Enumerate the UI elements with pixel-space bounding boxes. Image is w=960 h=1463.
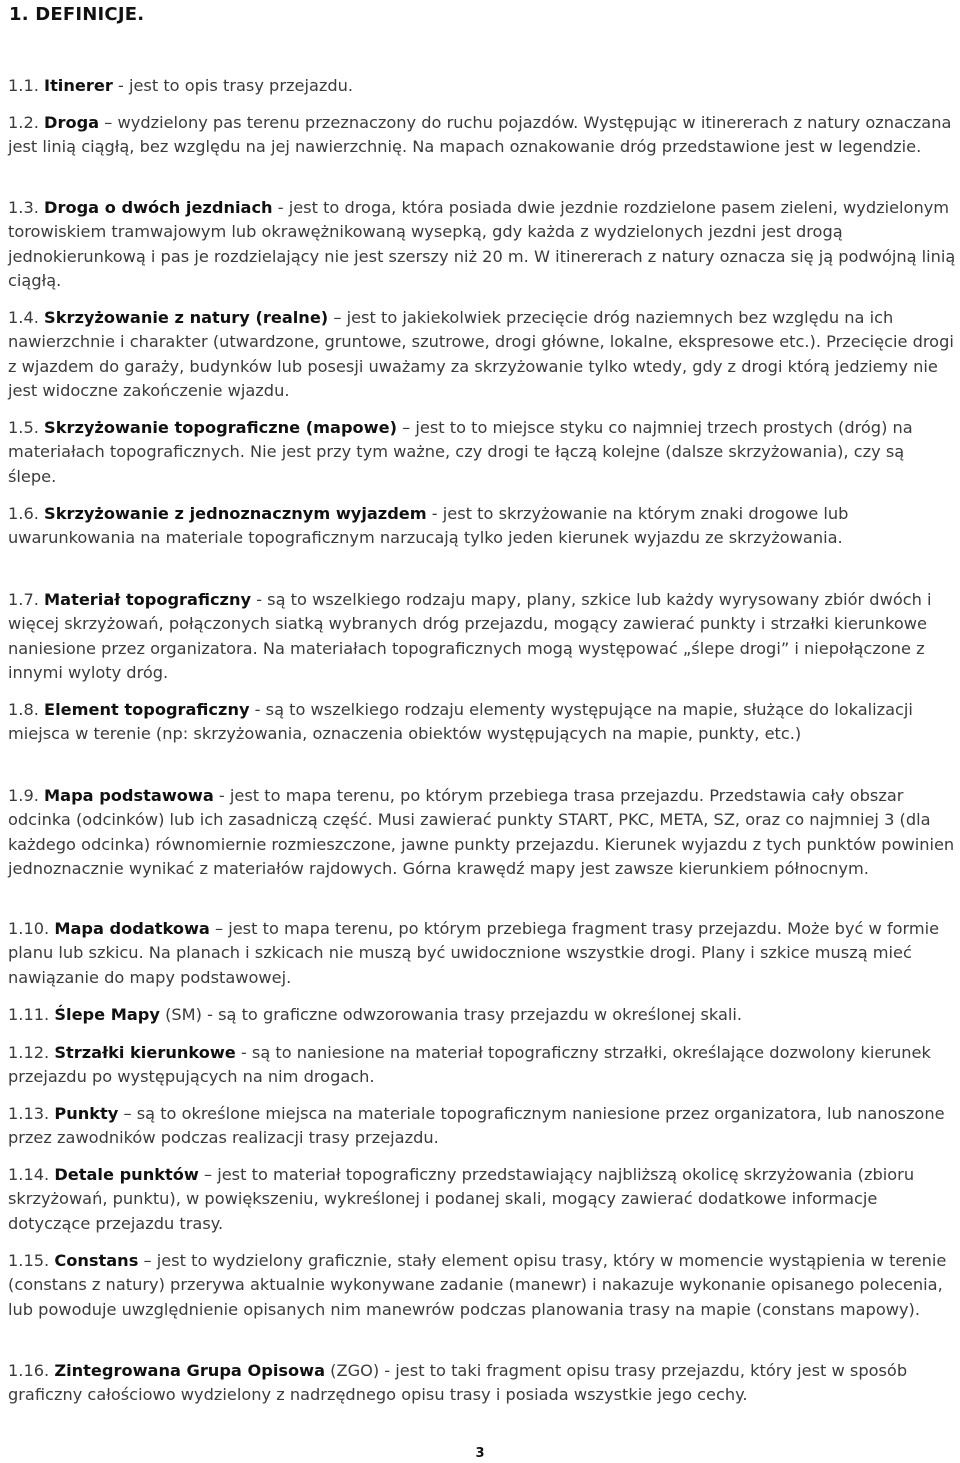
term: Ślepe Mapy bbox=[54, 1005, 160, 1024]
term: Zintegrowana Grupa Opisowa bbox=[54, 1361, 326, 1380]
term: Materiał topograficzny bbox=[44, 590, 252, 609]
term: Skrzyżowanie z jednoznacznym wyjazdem bbox=[44, 504, 427, 523]
term: Detale punktów bbox=[54, 1165, 199, 1184]
term: Constans bbox=[54, 1251, 139, 1270]
definition-1-12: 1.12. Strzałki kierunkowe - są to naniesione na materiał topograficzny strzałki, określające dozwolony kierunek przejazdu po występujących na nim drogach. bbox=[8, 1043, 931, 1087]
definition-1-9: 1.9. Mapa podstawowa - jest to mapa terenu, po którym przebiega trasa przejazdu. Przedstawia cały obszar odcinka (odcinków) lub ich zasadniczą część. Musi zawierać punkty START, PKC, META, SZ, oraz co najmniej 3 (dla każdego odcinka) równomiernie rozmieszczone, jawne punkty przejazdu. Kierunek wyjazdu z tych punktów powinien jednoznacznie wynikać z materiałów rajdowych. Górna krawędź mapy jest zawsze kierunkiem północnym. bbox=[8, 786, 955, 879]
term: Element topograficzny bbox=[44, 700, 250, 719]
definition-1-4: 1.4. Skrzyżowanie z natury (realne) – jest to jakiekolwiek przecięcie dróg naziemnych bez względu na ich nawierzchnie i charakter (utwardzone, gruntowe, szutrowe, drogi główne, lokalne, ekspresowe etc.). Przecięcie drogi z wjazdem do garaży, budynków lub posesji uważamy za skrzyżowanie tylko wtedy, gdy z drogi którą jedziemy nie jest widoczne zakończenie wjazdu. bbox=[8, 308, 954, 401]
term: Skrzyżowanie z natury (realne) bbox=[44, 308, 329, 327]
term: Punkty bbox=[54, 1104, 119, 1123]
term: Droga bbox=[44, 113, 100, 132]
section-heading: 1. DEFINICJE. bbox=[9, 4, 145, 25]
definition-1-16: 1.16. Zintegrowana Grupa Opisowa (ZGO) - jest to taki fragment opisu trasy przejazdu, który jest w sposób graficzny całościowo wydzielony z nadrzędnego opisu trasy i posiada wszystkie jego cechy. bbox=[8, 1361, 908, 1405]
definition-1-7: 1.7. Materiał topograficzny - są to wszelkiego rodzaju mapy, plany, szkice lub każdy wyrysowany zbiór dwóch i więcej skrzyżowań, połączonych siatką wybranych dróg przejazdu, mogący zawierać punkty i strzałki kierunkowe naniesione przez organizatora. Na materiałach topograficznych mogą występować „ślepe drogi” i niepołączone z innymi wyloty dróg. bbox=[8, 590, 932, 683]
term: Itinerer bbox=[44, 76, 113, 95]
definition-1-2: 1.2. Droga – wydzielony pas terenu przeznaczony do ruchu pojazdów. Występując w itinererach z natury oznaczana jest linią ciągłą, bez względu na jej nawierzchnię. Na mapach oznakowanie dróg przedstawione jest w legendzie. bbox=[8, 113, 952, 157]
definition-1-6: 1.6. Skrzyżowanie z jednoznacznym wyjazdem - jest to skrzyżowanie na którym znaki drogowe lub uwarunkowania na materiale topograficznym narzucają tylko jeden kierunek wyjazdu ze skrzyżowania. bbox=[8, 504, 849, 548]
page-number: 3 bbox=[475, 1446, 485, 1461]
term: Mapa podstawowa bbox=[44, 786, 214, 805]
definition-1-3: 1.3. Droga o dwóch jezdniach - jest to droga, która posiada dwie jezdnie rozdzielone pasem zieleni, wydzielonym torowiskiem tramwajowym lub okrawężnikowaną wysepką, gdy każda z wydzielonych jezdni jest drogą jednokierunkową i pas je rozdzielający nie jest szerszy niż 20 m. W itinererach z natury oznacza się ją podwójną linią ciągłą. bbox=[8, 198, 956, 291]
definition-1-8: 1.8. Element topograficzny - są to wszelkiego rodzaju elementy występujące na mapie, służące do lokalizacji miejsca w terenie (np: skrzyżowania, oznaczenia obiektów występujących na mapie, punkty, etc.) bbox=[8, 700, 913, 744]
term: Mapa dodatkowa bbox=[54, 919, 210, 938]
definition-1-5: 1.5. Skrzyżowanie topograficzne (mapowe) – jest to to miejsce styku co najmniej trzech prostych (dróg) na materiałach topograficznych. Nie jest przy tym ważne, czy drogi te łączą kolejne (dalsze skrzyżowania), czy są ślepe. bbox=[8, 418, 913, 486]
definition-1-13: 1.13. Punkty – są to określone miejsca na materiale topograficznym naniesione przez organizatora, lub nanoszone przez zawodników podczas realizacji trasy przejazdu. bbox=[8, 1104, 945, 1148]
definition-1-10: 1.10. Mapa dodatkowa – jest to mapa terenu, po którym przebiega fragment trasy przejazdu. Może być w formie planu lub szkicu. Na planach i szkicach nie muszą być uwidocznione wszystkie drogi. Plany i szkice muszą mieć nawiązanie do mapy podstawowej. bbox=[8, 919, 940, 987]
definition-1-15: 1.15. Constans – jest to wydzielony graficznie, stały element opisu trasy, który w momencie wystąpienia w terenie (constans z natury) przerywa aktualnie wykonywane zadanie (manewr) i nakazuje wykonanie opisanego polecenia, lub powoduje uwzględnienie opisanych nim manewrów podczas planowania trasy na mapie (constans mapowy). bbox=[8, 1251, 947, 1319]
definition-1-11: 1.11. Ślepe Mapy (SM) - są to graficzne odwzorowania trasy przejazdu w określonej skali. bbox=[8, 1005, 743, 1024]
definition-1-14: 1.14. Detale punktów – jest to materiał topograficzny przedstawiający najbliższą okolicę skrzyżowania (zbioru skrzyżowań, punktu), w powiększeniu, wykreślonej i podanej skali, mogący zawierać dodatkowe informacje dotyczące przejazdu trasy. bbox=[8, 1165, 915, 1233]
definition-1-1: 1.1. Itinerer - jest to opis trasy przejazdu. bbox=[8, 76, 354, 95]
term: Strzałki kierunkowe bbox=[54, 1043, 236, 1062]
term: Droga o dwóch jezdniach bbox=[44, 198, 273, 217]
term: Skrzyżowanie topograficzne (mapowe) bbox=[44, 418, 397, 437]
